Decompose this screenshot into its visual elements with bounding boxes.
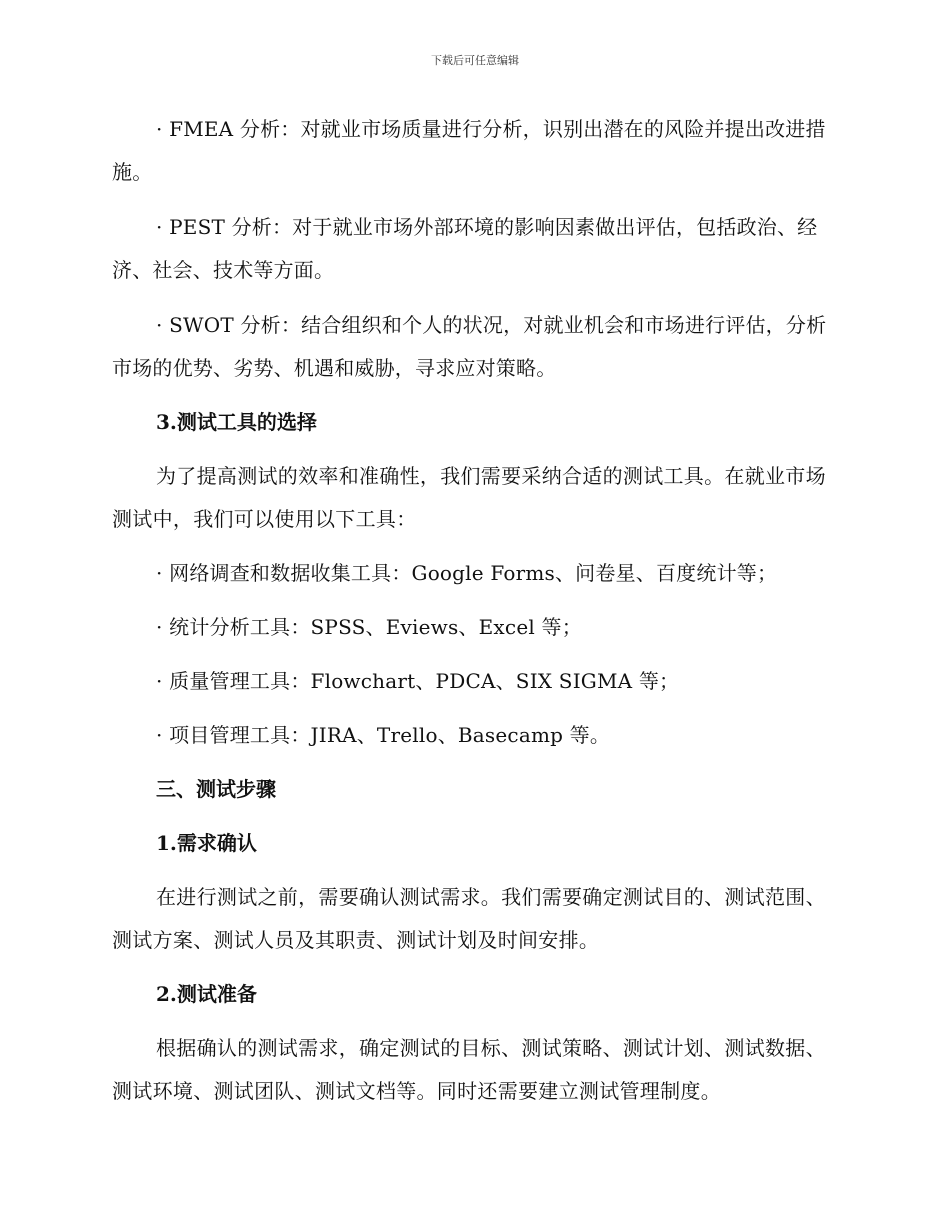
bullet-swot: · SWOT 分析：结合组织和个人的状况，对就业机会和市场进行评估，分析市场的优势、劣势、机遇和威胁，寻求应对策略。 bbox=[112, 313, 827, 380]
subheading-requirements: 1.需求确认 bbox=[156, 831, 257, 855]
page-header: 下载后可任意编辑 bbox=[431, 54, 519, 67]
paragraph-requirements: 在进行测试之前，需要确认测试需求。我们需要确定测试目的、测试范围、测试方案、测试人员及其职责、测试计划及时间安排。 bbox=[112, 885, 826, 952]
document-body bbox=[112, 108, 834, 1113]
paragraph-preparation: 根据确认的测试需求，确定测试的目标、测试策略、测试计划、测试数据、测试环境、测试团队、测试文档等。同时还需要建立测试管理制度。 bbox=[112, 1036, 826, 1103]
section-heading-steps: 三、测试步骤 bbox=[156, 777, 276, 801]
section-heading-tools: 3.测试工具的选择 bbox=[156, 410, 317, 434]
bullet-fmea: · FMEA 分析：对就业市场质量进行分析，识别出潜在的风险并提出改进措施。 bbox=[112, 117, 826, 184]
bullet-survey-tools: · 网络调查和数据收集工具：Google Forms、问卷星、百度统计等； bbox=[156, 561, 778, 585]
paragraph-tools-intro: 为了提高测试的效率和准确性，我们需要采纳合适的测试工具。在就业市场测试中，我们可以使用以下工具： bbox=[112, 464, 826, 531]
bullet-pest: · PEST 分析：对于就业市场外部环境的影响因素做出评估，包括政治、经济、社会、技术等方面。 bbox=[112, 215, 818, 282]
bullet-quality-tools: · 质量管理工具：Flowchart、PDCA、SIX SIGMA 等； bbox=[156, 669, 680, 693]
subheading-preparation: 2.测试准备 bbox=[156, 982, 257, 1006]
bullet-stats-tools: · 统计分析工具：SPSS、Eviews、Excel 等； bbox=[156, 615, 582, 639]
bullet-project-tools: · 项目管理工具：JIRA、Trello、Basecamp 等。 bbox=[156, 723, 611, 747]
